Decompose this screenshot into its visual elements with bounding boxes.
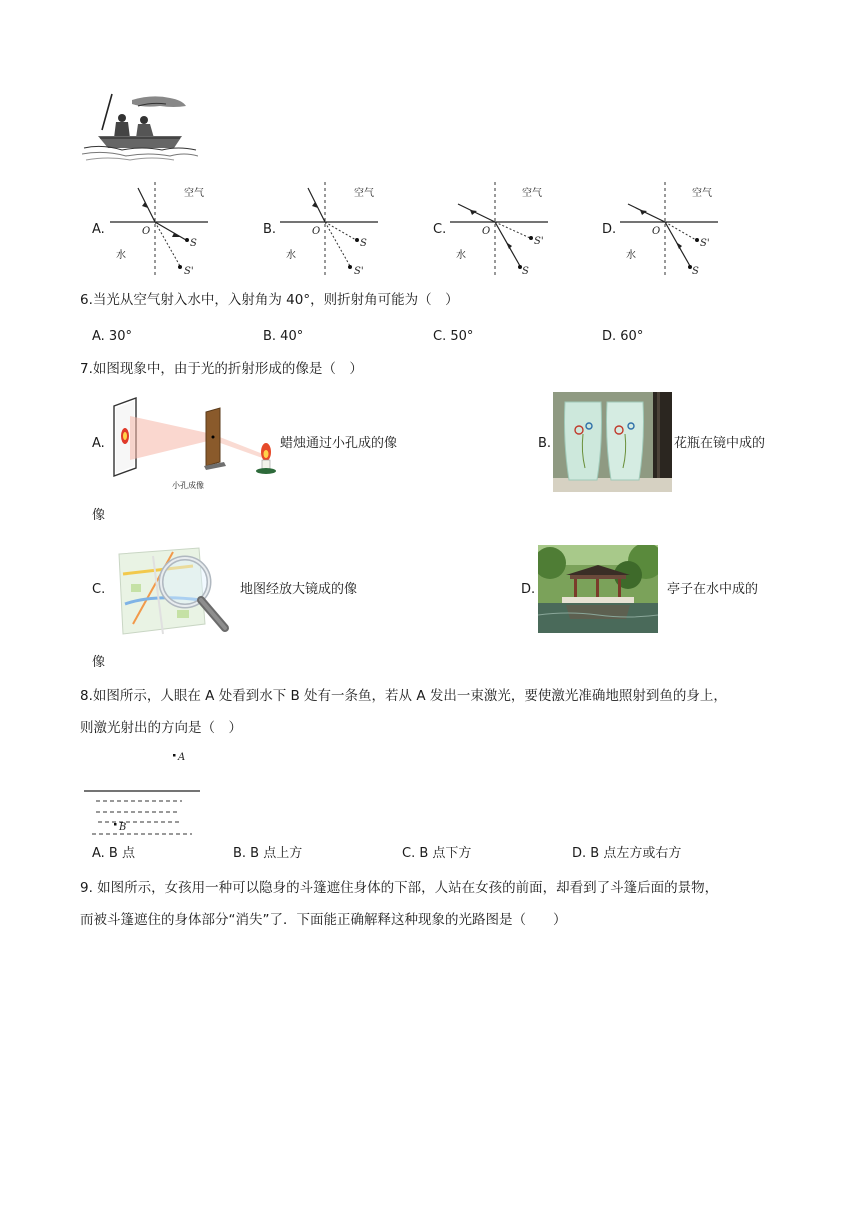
q5-c-sprime-label: S': [534, 236, 544, 247]
vase-mirror-photo: [553, 392, 672, 492]
q5-a-o-label: O: [142, 226, 151, 237]
q6-option-d[interactable]: D. 60°: [602, 329, 644, 344]
q5-option-a-diagram: [108, 180, 212, 278]
q5-c-air-label: 空气: [522, 188, 542, 199]
q5-option-b-diagram: [278, 180, 382, 278]
q5-a-s-label: S: [190, 238, 197, 249]
q5-a-water-label: 水: [116, 250, 126, 261]
q5-option-c-diagram: [448, 180, 552, 278]
fisherman-boat-illustration: [82, 92, 198, 162]
q5-option-d-diagram: [618, 180, 722, 278]
q8-option-d[interactable]: D. B 点左方或右方: [572, 846, 682, 861]
q5-b-o-label: O: [312, 226, 321, 237]
q6-option-c[interactable]: C. 50°: [433, 329, 474, 344]
q5-b-s-label: S: [360, 238, 367, 249]
q5-option-a-letter[interactable]: A.: [92, 222, 105, 237]
q7-stem: 7.如图现象中，由于光的折射形成的像是（ ）: [80, 361, 363, 377]
q7-option-d-wrap: 像: [92, 655, 106, 670]
q5-b-water-label: 水: [286, 250, 296, 261]
q5-d-o-label: O: [652, 226, 661, 237]
q5-option-c-letter[interactable]: C.: [433, 222, 447, 237]
q5-c-s-label: S: [522, 266, 529, 277]
magnifier-map-illustration: [113, 544, 236, 640]
q8-option-a[interactable]: A. B 点: [92, 846, 135, 861]
q9-stem-line2: 而被斗篷遮住的身体部分“消失”了．下面能正确解释这种现象的光路图是（ ）: [80, 912, 567, 928]
q7-option-b-wrap: 像: [92, 508, 106, 523]
q5-a-sprime-label: S': [184, 266, 194, 277]
q5-c-water-label: 水: [456, 250, 466, 261]
q6-option-b[interactable]: B. 40°: [263, 329, 304, 344]
q8-point-b-label: B: [119, 822, 127, 833]
q8-stem-line2: 则激光射出的方向是（ ）: [80, 720, 242, 736]
q5-a-air-label: 空气: [184, 188, 204, 199]
q7-option-b-text: 花瓶在镜中成的: [674, 436, 766, 451]
pinhole-caption: 小孔成像: [172, 481, 204, 490]
q6-option-a[interactable]: A. 30°: [92, 329, 132, 344]
q9-stem-line1: 9. 如图所示，女孩用一种可以隐身的斗篷遮住身体的下部，人站在女孩的前面，却看到了斗篷后面的景物，: [80, 880, 719, 896]
pinhole-camera-illustration: [108, 396, 278, 492]
q8-diagram: [82, 746, 204, 840]
q5-option-d-letter[interactable]: D.: [602, 222, 617, 237]
q8-option-b[interactable]: B. B 点上方: [233, 846, 303, 861]
q5-d-sprime-label: S': [700, 238, 710, 249]
q5-d-air-label: 空气: [692, 188, 712, 199]
q6-stem: 6.当光从空气射入水中，入射角为 40°，则折射角可能为（ ）: [80, 292, 459, 308]
q7-option-c-letter[interactable]: C.: [92, 582, 106, 597]
pavilion-reflection-photo: [538, 545, 658, 633]
q8-option-c[interactable]: C. B 点下方: [402, 846, 472, 861]
q5-d-s-label: S: [692, 266, 699, 277]
q5-d-water-label: 水: [626, 250, 636, 261]
q8-stem-line1: 8.如图所示，人眼在 A 处看到水下 B 处有一条鱼，若从 A 发出一束激光，要使激光准确地照射到鱼的身上，: [80, 688, 727, 704]
q7-option-c-text: 地图经放大镜成的像: [240, 582, 358, 597]
q7-option-b-letter[interactable]: B.: [538, 436, 552, 451]
q5-c-o-label: O: [482, 226, 491, 237]
q7-option-a-text: 蜡烛通过小孔成的像: [280, 436, 398, 451]
q7-option-d-text: 亭子在水中成的: [667, 582, 759, 597]
q5-b-air-label: 空气: [354, 188, 374, 199]
q5-option-b-letter[interactable]: B.: [263, 222, 277, 237]
q5-b-sprime-label: S': [354, 266, 364, 277]
q7-option-d-letter[interactable]: D.: [521, 582, 536, 597]
q7-option-a-letter[interactable]: A.: [92, 436, 105, 451]
q8-point-a-label: A: [178, 752, 186, 763]
